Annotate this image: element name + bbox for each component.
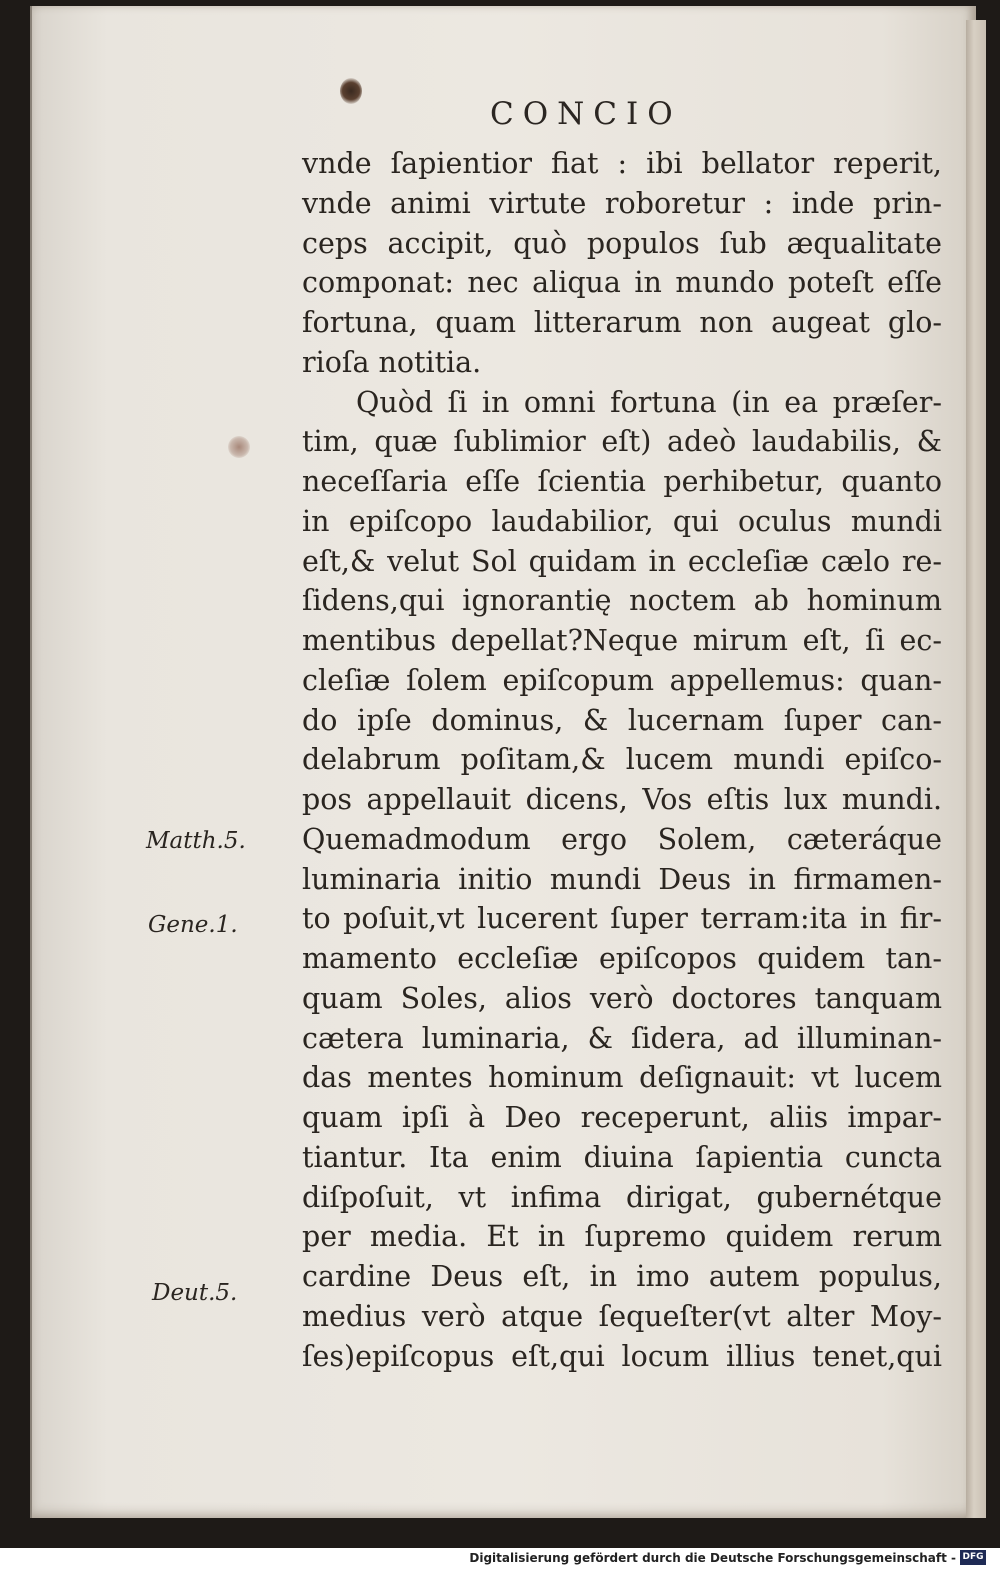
text-line: fortuna, quam litterarum non augeat glo-	[302, 306, 942, 339]
text-line: rioſa notitia.	[302, 345, 482, 379]
page-edge	[966, 20, 986, 1518]
text-line: mamento eccleſiæ epiſcopos quidem tan-	[302, 942, 942, 975]
margin-note-genesis: Gene.1.	[148, 912, 238, 938]
text-line: tiantur. Ita enim diuina ſapientia cuncta	[302, 1140, 942, 1174]
text-line: quam ipſi à Deo receperunt, aliis impar-	[302, 1101, 942, 1134]
text-line: diſpoſuit, vt infima dirigat, gubernétque	[302, 1180, 942, 1214]
text-line: ceps accipit, quò populos ſub æqualitate	[302, 226, 942, 260]
text-line: tim, quæ ſublimior eſt) adeò laudabilis, &	[302, 425, 942, 459]
ink-stain	[340, 78, 362, 104]
text-line: mentibus depellat?Neque mirum eſt, ſi ec-	[302, 624, 942, 657]
text-line: componat: nec aliqua in mundo poteſt eſſe	[302, 266, 942, 300]
body-text	[302, 144, 942, 1376]
text-line: Quòd ſi in omni fortuna (in ea præſer-	[356, 385, 942, 419]
text-line: vnde ſapientior fiat : ibi bellator reperit,	[302, 147, 942, 180]
text-line: in epiſcopo laudabilior, qui oculus mundi	[302, 504, 942, 538]
margin-note-matthew: Matth.5.	[146, 828, 246, 854]
text-line: per media. Et in ſupremo quidem rerum	[302, 1220, 942, 1254]
text-line: cleſiæ ſolem epiſcopum appellemus: quan-	[302, 663, 942, 697]
text-line: pos appellauit dicens, Vos eſtis lux mundi.	[302, 783, 942, 816]
text-line: cardine Deus eſt, in imo autem populus,	[302, 1260, 942, 1293]
text-line: do ipſe dominus, & lucernam ſuper can-	[302, 703, 942, 737]
funding-credit: Digitalisierung gefördert durch die Deutsche Forschungsgemeinschaft -	[469, 1551, 956, 1565]
text-line: medius verò atque ſequeſter(vt alter Moy-	[302, 1299, 942, 1333]
foxing-spot	[228, 436, 250, 458]
text-line: cætera luminaria, & ſidera, ad illuminan-	[302, 1021, 942, 1055]
text-line: eſt,& velut Sol quidam in eccleſiæ cælo re-	[302, 544, 942, 578]
text-line: neceſſaria eſſe ſcientia perhibetur, quanto	[302, 465, 942, 498]
text-line: ſes)epiſcopus eſt,qui locum illius tenet,qui	[302, 1339, 942, 1373]
text-line: luminaria initio mundi Deus in firmamen-	[302, 862, 942, 896]
running-header: CONCIO	[490, 96, 682, 132]
text-line: delabrum poſitam,& lucem mundi epiſco-	[302, 743, 942, 777]
margin-note-deuteronomy: Deut.5.	[152, 1280, 238, 1306]
text-line: ſidens,qui ignorantię noctem ab hominum	[302, 584, 942, 618]
text-line: das mentes hominum deſignauit: vt lucem	[302, 1061, 942, 1095]
text-line: Quemadmodum ergo Solem, cæteráque	[302, 822, 942, 856]
text-line: to poſuit,vt lucerent ſuper terram:ita in fir-	[302, 902, 942, 936]
text-line: vnde animi virtute roboretur : inde prin-	[302, 186, 942, 220]
text-line: quam Soles, alios verò doctores tanquam	[302, 981, 942, 1015]
dfg-logo-icon: DFG	[960, 1550, 986, 1565]
